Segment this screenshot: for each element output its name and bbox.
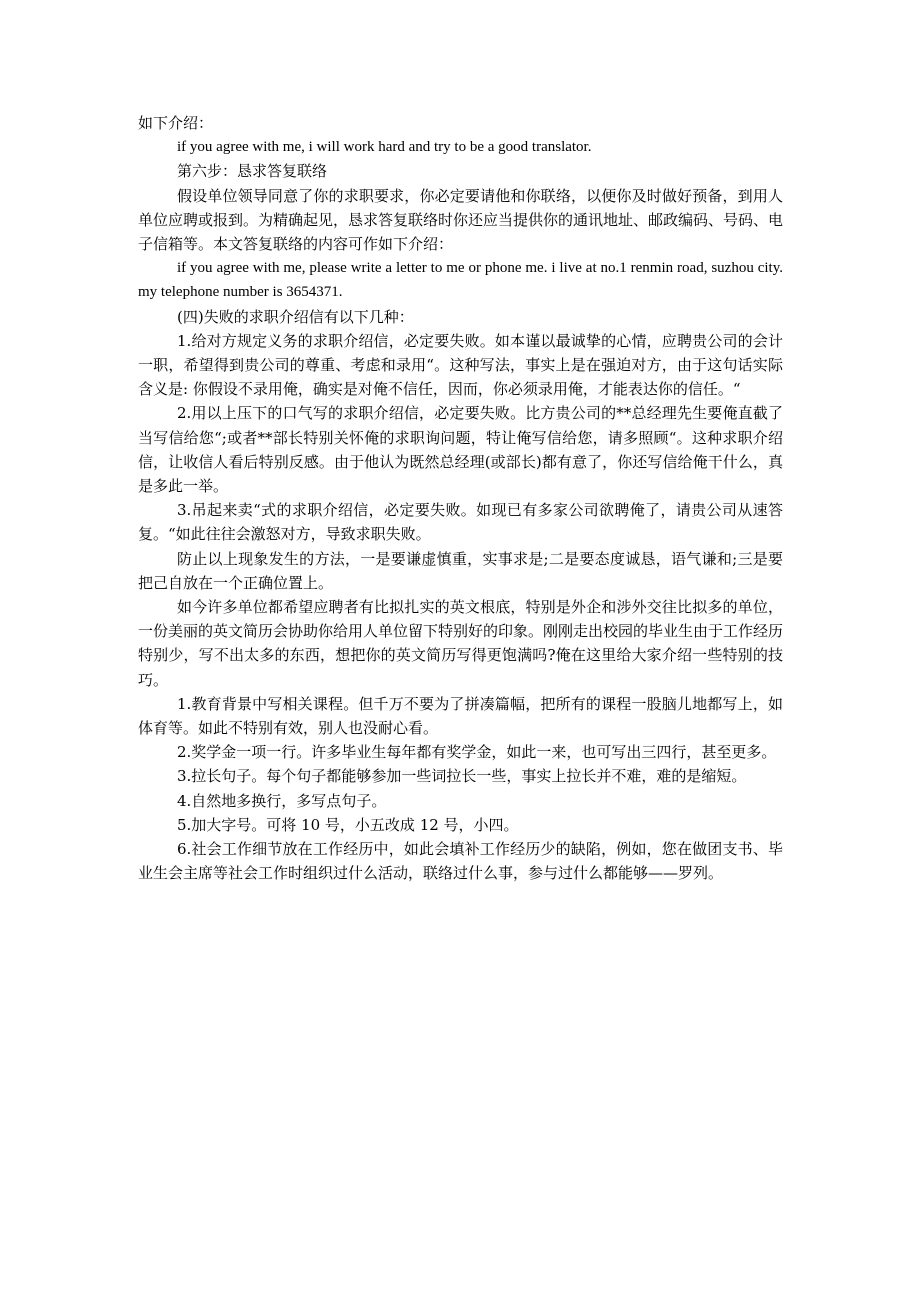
- english-paragraph: if you agree with me, i will work hard and try to be a good translator.: [177, 139, 592, 156]
- list-item: 3.拉长句子。每个句子都能够参加一些词拉长一些，事实上拉长并不难，难的是缩短。: [177, 767, 747, 786]
- paragraph: 如今许多单位都希望应聘者有比拟扎实的英文根底，特别是外企和涉外交往比拟多的单位，一份美丽的英文简历会协助你给用人单位留下特别好的印象。刚刚走出校园的毕业生由于工作经历特别少，写不出太多的东西，想把你的英文简历写得更饱满吗?俺在这里给大家介绍一些特别的技巧。: [138, 598, 784, 689]
- list-item: 2.用以上压下的口气写的求职介绍信，必定要失败。比方贵公司的**总经理先生要俺直截了当写信给您“;或者**部长特别关怀俺的求职询问题，特让俺写信给您，请多照顾“。这种求职介绍信，让收信人看后特别反感。由于他认为既然总经理(或部长)都有意了，你还写信给俺干什么，真是多此一举。: [138, 404, 783, 496]
- document-page: [138, 111, 783, 886]
- list-item: 6.社会工作细节放在工作经历中，如此会填补工作经历少的缺陷，例如，您在做团支书、毕业生会主席等社会工作时组织过什么活动，联络过什么事，参与过什么都能够——罗列。: [138, 840, 783, 883]
- english-paragraph: if you agree with me, please write a letter to me or phone me. i live at no.1 renmin road, suzhou city. my telephone number is 3654371.: [138, 260, 783, 301]
- list-item: 3.吊起来卖“式的求职介绍信，必定要失败。如现已有多家公司欲聘俺了，请贵公司从速答复。“如此往往会激怒对方，导致求职失败。: [138, 501, 783, 544]
- list-item: 5.加大字号。可将 10 号，小五改成 12 号，小四。: [177, 815, 519, 834]
- paragraph: 假设单位领导同意了你的求职要求，你必定要请他和你联络，以便你及时做好预备，到用人单位应聘或报到。为精确起见，恳求答复联络时你还应当提供你的通讯地址、邮政编码、号码、电子信箱等。本文答复联络的内容可作如下介绍：: [138, 186, 784, 254]
- paragraph: 防止以上现象发生的方法，一是要谦虚慎重，实事求是;二是要态度诚恳，语气谦和;三是要把己自放在一个正确位置上。: [138, 549, 783, 592]
- section-heading: 第六步：恳求答复联络: [177, 162, 328, 181]
- list-item: 2.奖学金一项一行。许多毕业生每年都有奖学金，如此一来，也可写出三四行，甚至更多。: [177, 743, 777, 762]
- list-item: 1.给对方规定义务的求职介绍信，必定要失败。如本谨以最诚挚的心情，应聘贵公司的会计一职，希望得到贵公司的尊重、考虑和录用“。这种写法，事实上是在强迫对方，由于这句话实际含义是: 你假设不录用俺，确实是对俺不信任，因而，你必须录用俺，才能表达你的信任。“: [138, 331, 783, 399]
- list-item: 4.自然地多换行，多写点句子。: [177, 791, 387, 810]
- section-heading: (四)失败的求职介绍信有以下几种：: [177, 307, 414, 326]
- list-item: 1.教育背景中写相关课程。但千万不要为了拼凑篇幅，把所有的课程一股脑儿地都写上，如体育等。如此不特别有效，别人也没耐心看。: [138, 694, 783, 738]
- paragraph: 如下介绍：: [138, 114, 214, 132]
